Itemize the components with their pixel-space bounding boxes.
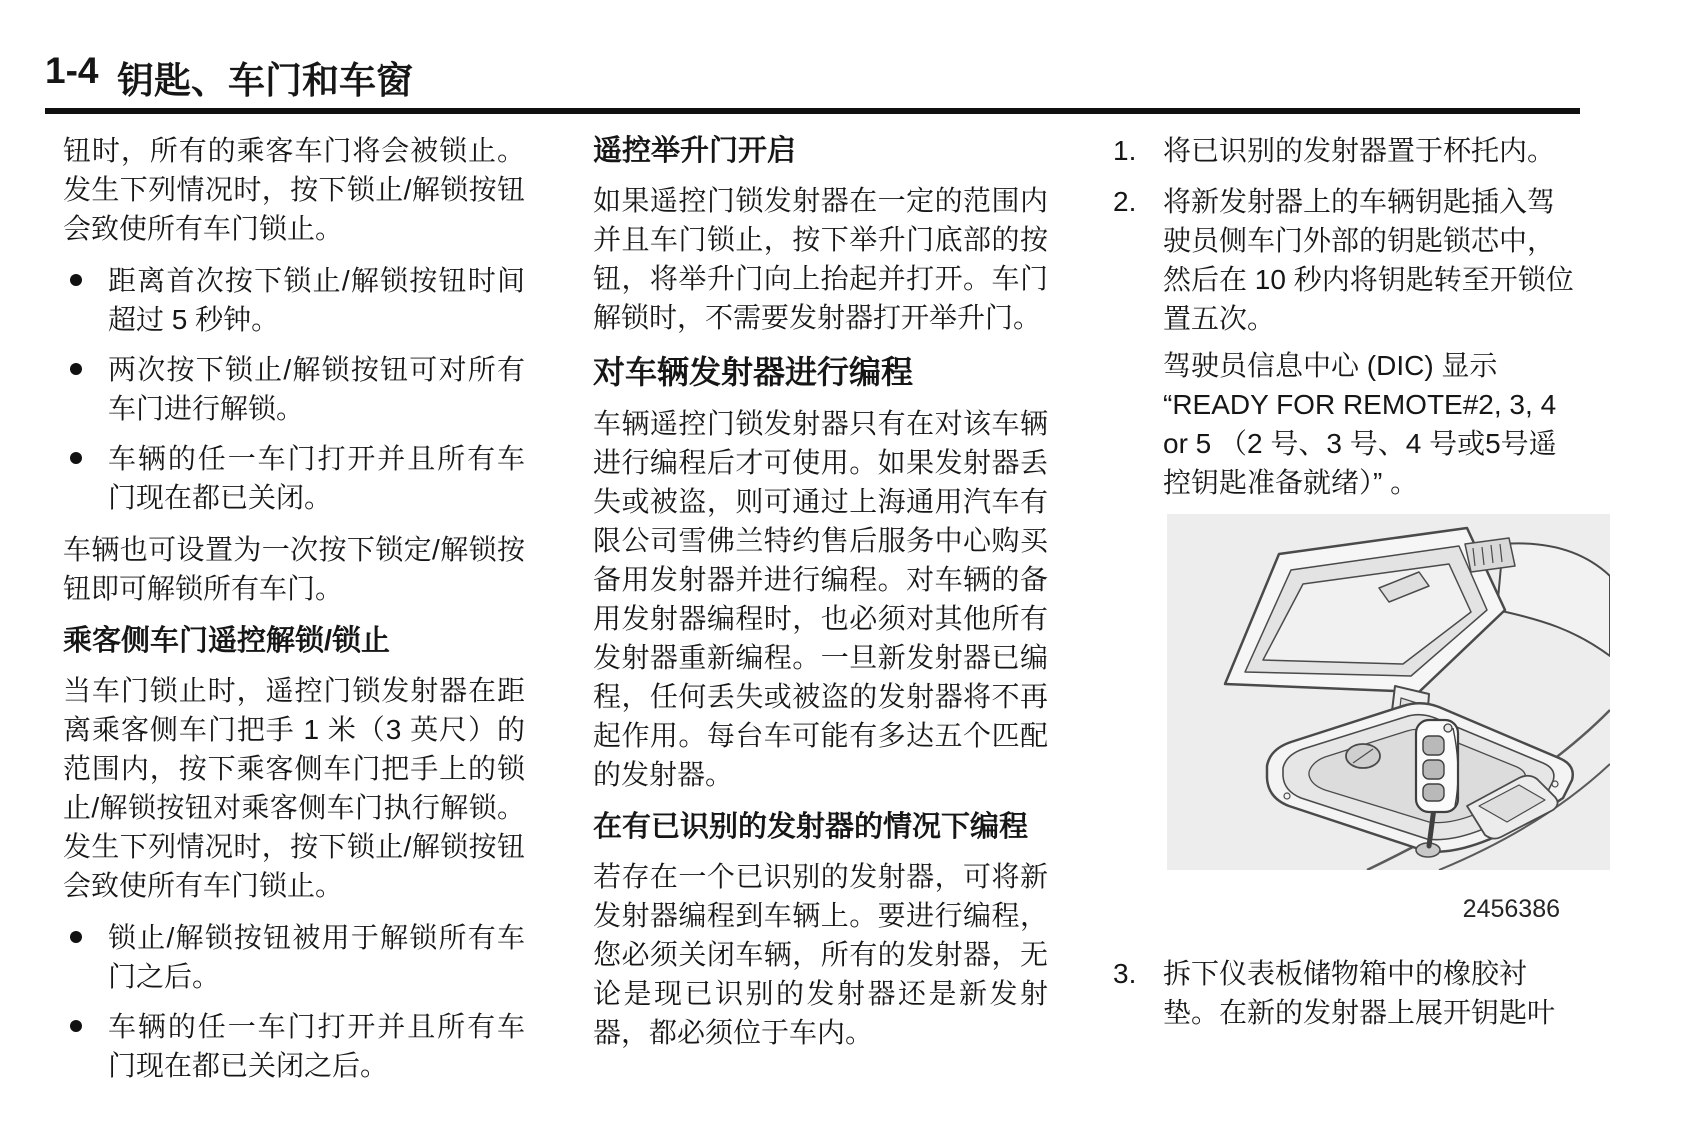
paragraph: 若存在一个已识别的发射器，可将新发射器编程到车辆上。要进行编程，您必须关闭车辆，所有的发射器，无论是现已识别的发射器还是新发射器，都必须位于车内。 <box>593 861 1048 1048</box>
bullet-text: 两次按下锁止/解锁按钮可对所有车门进行解锁。 <box>108 354 525 424</box>
key-fob <box>1416 720 1458 812</box>
bullet-dot-icon <box>70 274 82 286</box>
storage-box-key-figure <box>1167 514 1610 870</box>
bullet-item <box>63 350 525 428</box>
paragraph: 车辆遥控门锁发射器只有在对该车辆进行编程后才可使用。如果发射器丢失或被盗，则可通过上海通用汽车有限公司雪佛兰特约售后服务中心购买备用发射器并进行编程。对车辆的备用发射器编程时，也必须对其他所有发射器重新编程。一旦新发射器已编程，任何丢失或被盗的发射器将不再起作用。每台车可能有多达五个匹配的发射器。 <box>593 408 1048 790</box>
section-heading-transmitter-programming: 对车辆发射器进行编程 <box>593 354 914 390</box>
hinge-ratchet <box>1465 538 1515 572</box>
bullet-item <box>63 261 525 339</box>
step-text: 将已识别的发射器置于杯托内。 <box>1163 135 1556 166</box>
header-divider <box>45 108 1580 114</box>
paragraph: 如果遥控门锁发射器在一定的范围内并且车门锁止，按下举升门底部的按钮，将举升门向上抬起并打开。车门解锁时，不需要发射器打开举升门。 <box>593 185 1048 333</box>
figure-caption: 2456386 <box>1462 895 1560 923</box>
bullet-dot-icon <box>70 452 82 464</box>
bullet-text: 距离首次按下锁止/解锁按钮时间超过 5 秒钟。 <box>108 265 525 335</box>
bullet-text: 锁止/解锁按钮被用于解锁所有车门之后。 <box>108 922 525 992</box>
paragraph: 钮时，所有的乘客车门将会被锁止。发生下列情况时，按下锁止/解锁按钮会致使所有车门锁止。 <box>63 135 525 244</box>
paragraph: 当车门锁止时，遥控门锁发射器在距离乘客侧车门把手 1 米（3 英尺）的范围内，按下乘客侧车门把手上的锁止/解锁按钮对乘客侧车门执行解锁。发生下列情况时，按下锁止/解锁按钮会致使所有车门锁止。 <box>63 675 525 901</box>
bullet-list <box>63 918 525 1085</box>
bullet-dot-icon <box>70 363 82 375</box>
subsection-heading-remote-liftgate: 遥控举升门开启 <box>593 135 797 167</box>
step-number: 1. <box>1113 135 1137 166</box>
subsection-heading-recognized-transmitter: 在有已识别的发射器的情况下编程 <box>593 811 1029 843</box>
step-number: 3. <box>1113 958 1137 989</box>
step-item-2 <box>1113 182 1580 502</box>
column-middle <box>593 131 1048 1065</box>
step-text: 拆下仪表板储物箱中的橡胶衬垫。在新的发射器上展开钥匙叶 <box>1163 958 1556 1028</box>
bullet-dot-icon <box>70 931 82 943</box>
header-chapter-title: 钥匙、车门和车窗 <box>117 60 413 101</box>
step-item-1 <box>1113 131 1580 170</box>
column-right <box>1113 131 1580 1044</box>
subsection-heading-passenger-doors: 乘客侧车门遥控解锁/锁止 <box>63 625 391 657</box>
column-left <box>63 131 525 1098</box>
bullet-item <box>63 1007 525 1085</box>
bullet-dot-icon <box>70 1020 82 1032</box>
step-item-3 <box>1113 954 1580 1032</box>
bullet-text: 车辆的任一车门打开并且所有车门现在都已关闭。 <box>108 443 525 513</box>
step-text: 将新发射器上的车辆钥匙插入驾驶员侧车门外部的钥匙锁芯中，然后在 10 秒内将钥匙转至开锁位置五次。 <box>1163 186 1574 334</box>
bullet-list <box>63 261 525 517</box>
bullet-item <box>63 439 525 517</box>
step-number: 2. <box>1113 186 1137 217</box>
paragraph: 车辆也可设置为一次按下锁定/解锁按钮即可解锁所有车门。 <box>63 534 525 604</box>
step-dic-message: 驾驶员信息中心 (DIC) 显示 “READY FOR REMOTE#2, 3, 4 or 5 （2 号、3 号、4 号或5号遥控钥匙准备就绪）” 。 <box>1163 350 1557 498</box>
bullet-text: 车辆的任一车门打开并且所有车门现在都已关闭之后。 <box>108 1011 525 1081</box>
bullet-item <box>63 918 525 996</box>
header-page-number: 1-4 <box>45 50 99 91</box>
